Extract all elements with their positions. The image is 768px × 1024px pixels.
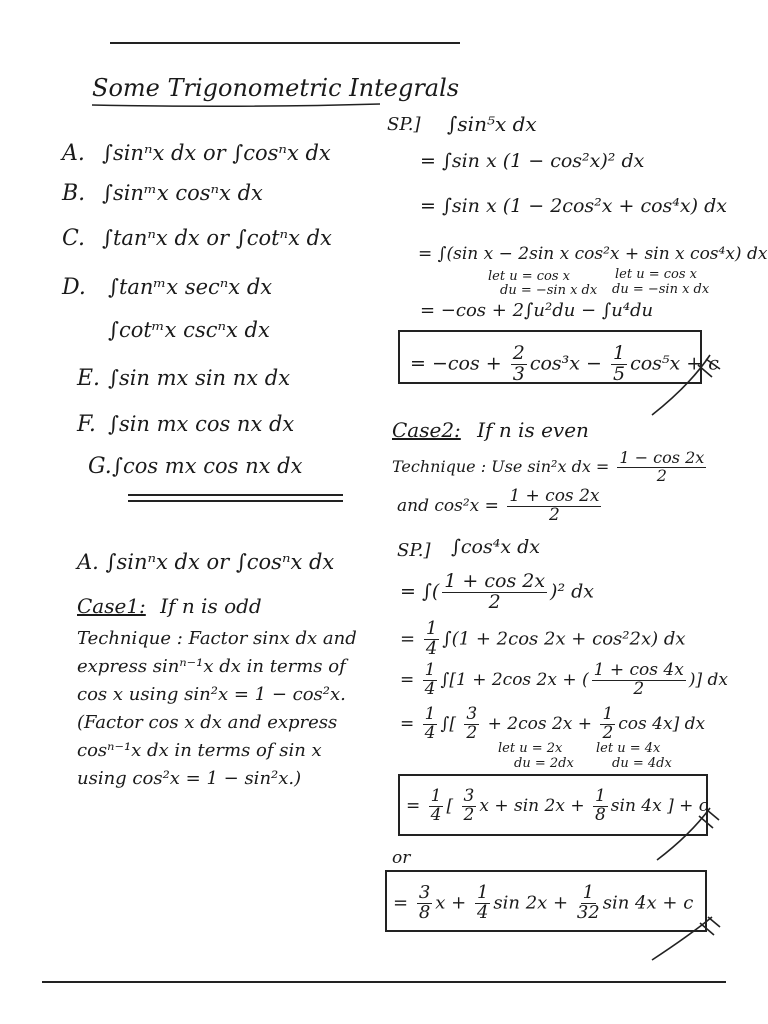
fraction: $\frac{3}{2}$ <box>463 786 475 825</box>
example1-line: = ∫sin x (1 − cos²x)² dx <box>420 150 645 172</box>
sub-note: du = −sin x dx <box>500 283 598 298</box>
top-rule <box>110 42 460 44</box>
example1-line: = ∫(sin x − 2sin x cos²x + sin x cos⁴x) dx <box>418 244 768 264</box>
fraction: $\frac{1 - \cos 2x}{2}$ <box>619 448 705 485</box>
sub-note: du = −sin x dx <box>612 282 710 297</box>
fraction: $\frac{1}{4}$ <box>425 618 438 659</box>
check-mark-icon <box>655 800 725 865</box>
example1-line: ∫sin⁵x dx <box>447 112 537 136</box>
case1-condition: If n is odd <box>160 594 262 618</box>
fraction: $\frac{1}{2}$ <box>602 704 614 743</box>
example1-line: = ∫sin x (1 − 2cos²x + cos⁴x) dx <box>420 195 727 217</box>
technique-line: express sinⁿ⁻¹x dx in terms of <box>77 656 346 677</box>
case2-heading <box>392 420 589 440</box>
fraction: $\frac{1}{4}$ <box>476 882 489 923</box>
case1-label: Case1: <box>77 594 146 618</box>
sub-note: let u = cos x <box>615 267 697 282</box>
example1-label: SP.] <box>387 114 421 135</box>
sub-note: let u = 4x <box>596 741 661 756</box>
fraction: $\frac{1}{5}$ <box>612 342 626 385</box>
case2-label: Case2: <box>392 418 461 442</box>
example2-line: = $\frac{1}{4}$ ∫[1 + 2cos 2x + ( $\frac{1 + \cos 4x}{2}$ )] dx <box>400 660 728 699</box>
case2-technique: Technique : Use sin²x dx = $\frac{1 - \cos 2x}{2}$ <box>392 448 705 485</box>
check-mark-icon <box>650 345 730 420</box>
list-letter: D. <box>62 275 86 300</box>
example2-answer-2: = $\frac{3}{8}$ x + $\frac{1}{4}$ sin 2x + $\frac{1}{32}$ sin 4x + c <box>393 882 694 923</box>
fraction: $\frac{1}{4}$ <box>424 704 436 743</box>
technique-line: Technique : Factor sinx dx and <box>77 628 357 649</box>
fraction: $\frac{1 + \cos 4x}{2}$ <box>593 660 684 699</box>
technique-line: using cos²x = 1 − sin²x.) <box>77 768 302 789</box>
fraction: $\frac{1}{4}$ <box>424 660 436 699</box>
sub-note: let u = cos x <box>488 269 570 284</box>
or-label: or <box>392 848 411 868</box>
sub-note: du = 2dx <box>514 756 574 771</box>
list-expr: ∫sin mx sin nx dx <box>108 366 291 390</box>
fraction: $\frac{1 + \cos 2x}{2}$ <box>509 486 600 525</box>
example1-line: = −cos + 2∫u²du − ∫u⁴du <box>420 300 654 321</box>
example2-line: = $\frac{1}{4}$ ∫[ $\frac{3}{2}$ + 2cos 2x + $\frac{1}{2}$ cos 4x] dx <box>400 704 706 743</box>
list-letter: C. <box>62 226 86 251</box>
bottom-rule <box>42 981 726 983</box>
double-rule-bottom <box>128 500 343 502</box>
list-letter: B. <box>62 181 86 206</box>
technique-line: cosⁿ⁻¹x dx in terms of sin x <box>77 740 322 761</box>
example2-line: ∫cos⁴x dx <box>451 536 540 558</box>
list-letter: E. <box>77 366 101 391</box>
technique-line: cos x using sin²x = 1 − cos²x. <box>77 684 346 705</box>
fraction: $\frac{1}{32}$ <box>576 882 600 923</box>
case2-condition: If n is even <box>477 418 589 442</box>
double-rule-top <box>128 494 343 496</box>
list-expr: ∫cotᵐx cscⁿx dx <box>108 318 270 342</box>
list-expr: ∫sinᵐx cosⁿx dx <box>102 181 263 205</box>
list-letter: F. <box>77 412 96 437</box>
fraction: $\frac{1}{8}$ <box>594 786 606 825</box>
case2-and: and cos²x = $\frac{1 + \cos 2x}{2}$ <box>397 486 600 525</box>
sub-note: let u = 2x <box>498 741 563 756</box>
case1-heading <box>77 596 262 616</box>
fraction: $\frac{1}{4}$ <box>430 786 442 825</box>
fraction: $\frac{3}{8}$ <box>418 882 431 923</box>
example2-line: = ∫( $\frac{1 + \cos 2x}{2}$ )² dx <box>400 570 594 613</box>
list-letter: A. <box>62 141 85 166</box>
example1-answer: = −cos + $\frac{2}{3}$ cos³x − $\frac{1}{5}$ cos⁵x + c <box>410 342 719 385</box>
example2-line: = $\frac{1}{4}$ ∫(1 + 2cos 2x + cos²2x) dx <box>400 618 686 659</box>
fraction: $\frac{2}{3}$ <box>512 342 525 385</box>
list-expr: ∫cos mx cos nx dx <box>112 454 303 478</box>
list-expr: ∫sinⁿx dx or ∫cosⁿx dx <box>102 141 331 165</box>
title-underline <box>92 102 382 108</box>
fraction: $\frac{1 + \cos 2x}{2}$ <box>444 570 546 613</box>
fraction: $\frac{3}{2}$ <box>466 704 478 743</box>
section-a-heading: A. ∫sinⁿx dx or ∫cosⁿx dx <box>77 550 335 574</box>
technique-line: (Factor cos x dx and express <box>77 712 338 733</box>
check-mark-icon <box>650 905 725 965</box>
list-letter: G. <box>88 454 112 479</box>
example2-answer-1: = $\frac{1}{4}$ [ $\frac{3}{2}$ x + sin 2x + $\frac{1}{8}$ sin 4x ] + c <box>406 786 709 825</box>
sub-note: du = 4dx <box>612 756 672 771</box>
list-expr: ∫sin mx cos nx dx <box>108 412 295 436</box>
list-expr: ∫tanⁿx dx or ∫cotⁿx dx <box>102 226 332 250</box>
list-expr: ∫tanᵐx secⁿx dx <box>108 275 273 299</box>
page-title: Some Trigonometric Integrals <box>92 74 460 102</box>
example2-label: SP.] <box>397 540 431 561</box>
